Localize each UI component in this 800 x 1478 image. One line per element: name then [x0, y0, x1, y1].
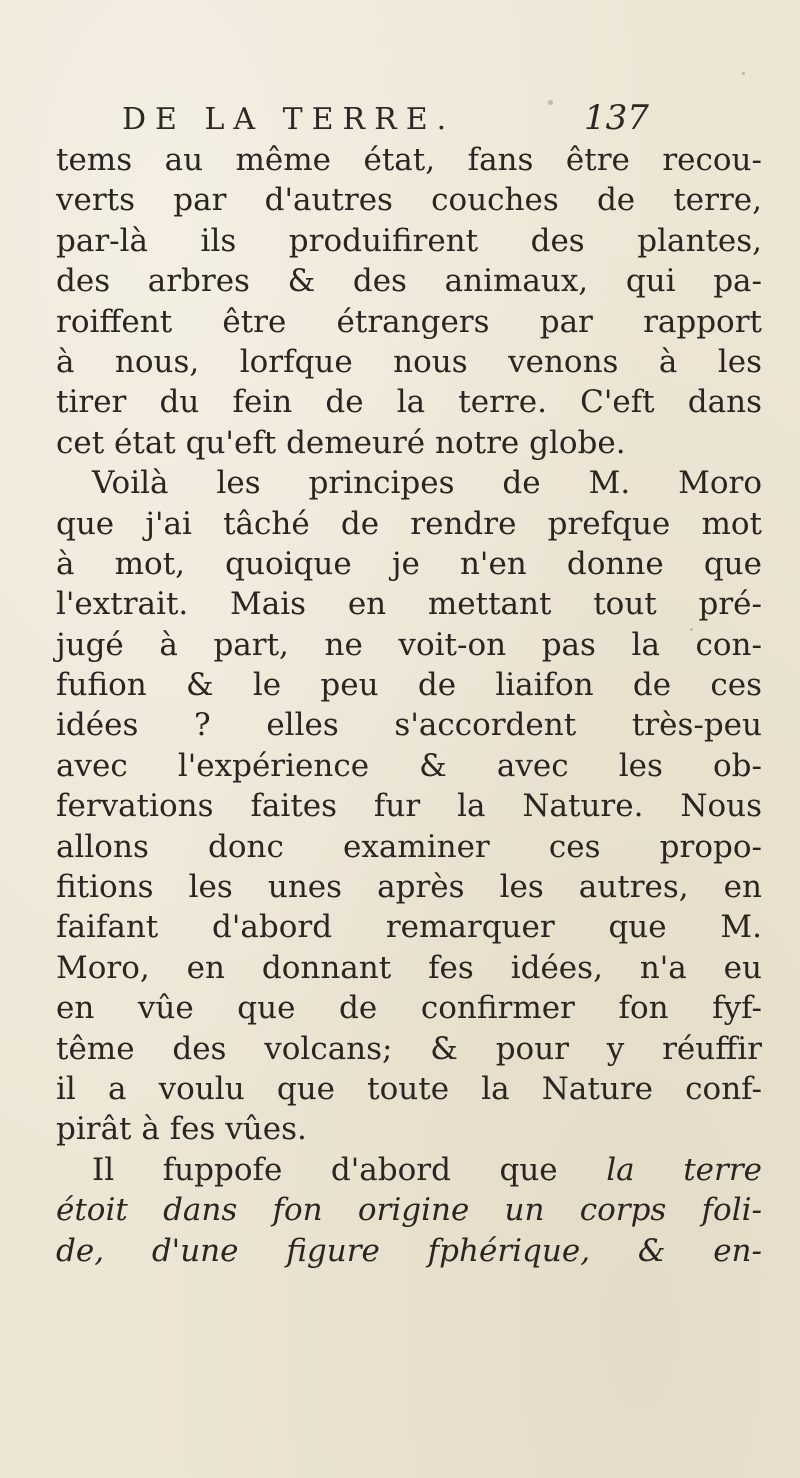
text-line: idées ? elles s'accordent très-peu [56, 707, 762, 744]
text-roman: Il fuppofe d'abord que [92, 1151, 607, 1188]
text-line: verts par d'autres couches de terre, [56, 182, 762, 219]
body-text [56, 140, 762, 1271]
text-line: fitions les unes après les autres, en [56, 869, 762, 906]
text-line: tems au même état, fans être recou- [56, 142, 762, 178]
text-line: pirât à fes vûes. [56, 1111, 307, 1148]
text-line: faifant d'abord remarquer que M. [56, 909, 762, 946]
text-line: cet état qu'eft demeuré notre globe. [56, 424, 626, 461]
text-line: avec l'expérience & avec les ob- [56, 747, 762, 784]
text-line-italic: étoit dans fon origine un corps foli- [56, 1192, 762, 1229]
text-line: des arbres & des animaux, qui pa- [56, 263, 762, 300]
text-line [56, 1150, 762, 1190]
text-italic: la terre [606, 1151, 762, 1188]
text-line-italic: de, d'une figure fphérique, & en- [56, 1232, 762, 1269]
text-line: fervations faites fur la Nature. Nous [56, 788, 762, 825]
text-line: par-là ils produifirent des plantes, [56, 222, 762, 259]
text-line: l'extrait. Mais en mettant tout pré- [56, 586, 762, 623]
text-line: en vûe que de confirmer fon fyf- [56, 990, 762, 1027]
ink-speck [742, 72, 745, 75]
text-line: Voilà les principes de M. Moro [92, 465, 762, 502]
text-line: que j'ai tâché de rendre prefque mot [56, 505, 762, 542]
page-number: 137 [584, 98, 649, 138]
text-line: tirer du fein de la terre. C'eft dans [56, 384, 762, 421]
running-head: DE LA TERRE. [122, 102, 456, 137]
text-line: à mot, quoique je n'en donne que [56, 545, 762, 582]
text-line: tême des volcans; & pour y réuffir [56, 1030, 762, 1067]
text-line: Moro, en donnant fes idées, n'a eu [56, 949, 762, 986]
text-line: à nous, lorfque nous venons à les [56, 343, 762, 380]
text-line: allons donc examiner ces propo- [56, 828, 762, 865]
text-line: roiffent être étrangers par rapport [56, 303, 762, 340]
page-header [122, 98, 722, 142]
text-line: il a voulu que toute la Nature conf- [56, 1070, 762, 1107]
text-line: jugé à part, ne voit-on pas la con- [56, 626, 762, 663]
text-line: fufion & le peu de liaifon de ces [56, 667, 762, 704]
